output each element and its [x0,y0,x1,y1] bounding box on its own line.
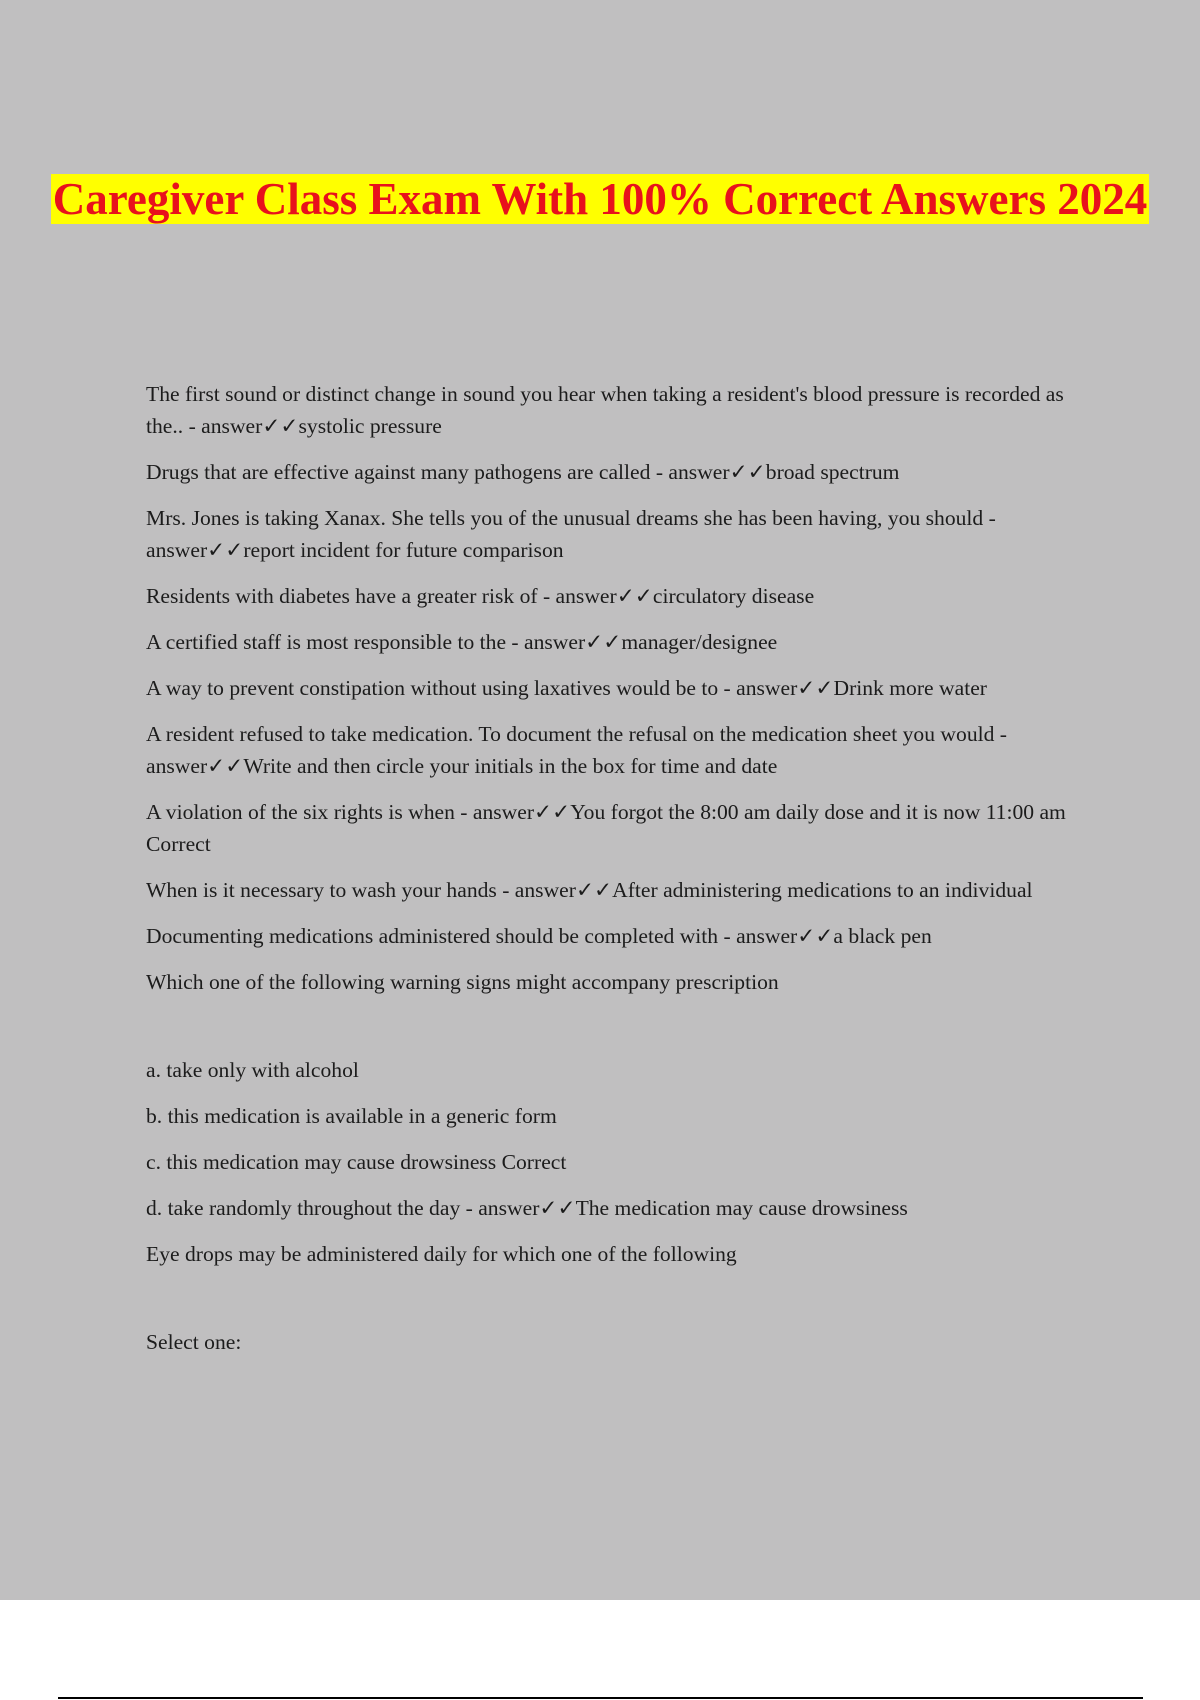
option-b: b. this medication is available in a generic form [146,1104,557,1128]
question-1: The first sound or distinct change in sound you hear when taking a resident's blood pressure is recorded as the.. - answer✓✓systolic pressure [146,382,1064,438]
question-4: Residents with diabetes have a greater risk of - answer✓✓circulatory disease [146,584,815,608]
select-prompt: Select one: [146,1330,242,1354]
question-6: A way to prevent constipation without using laxatives would be to - answer✓✓Drink more water [146,676,987,700]
question-9: When is it necessary to wash your hands - answer✓✓After administering medications to an individual [146,878,1033,902]
footer-rule [58,1697,1143,1699]
next-question: Eye drops may be administered daily for which one of the following [146,1242,737,1266]
question-7: A resident refused to take medication. To document the refusal on the medication sheet you would - answer✓✓Write and then circle your initials in the box for time and date [146,722,1007,778]
title-block [0,168,1200,230]
question-2: Drugs that are effective against many pathogens are called - answer✓✓broad spectrum [146,460,900,484]
question-10: Documenting medications administered should be completed with - answer✓✓a black pen [146,924,932,948]
question-5: A certified staff is most responsible to the - answer✓✓manager/designee [146,630,778,654]
spacer [146,1284,1091,1326]
question-11: Which one of the following warning signs might accompany prescription [146,970,779,994]
option-a: a. take only with alcohol [146,1058,359,1082]
option-c: c. this medication may cause drowsiness Correct [146,1150,567,1174]
option-d: d. take randomly throughout the day - answer✓✓The medication may cause drowsiness [146,1196,908,1220]
document-content [146,378,1091,1372]
spacer [146,1012,1091,1054]
question-3: Mrs. Jones is taking Xanax. She tells you of the unusual dreams she has been having, you should - answer✓✓report incident for future comparison [146,506,996,562]
question-8: A violation of the six rights is when - answer✓✓You forgot the 8:00 am daily dose and it is now 11:00 am Correct [146,800,1066,856]
document-title: Caregiver Class Exam With 100% Correct Answers 2024 [52,174,1148,224]
